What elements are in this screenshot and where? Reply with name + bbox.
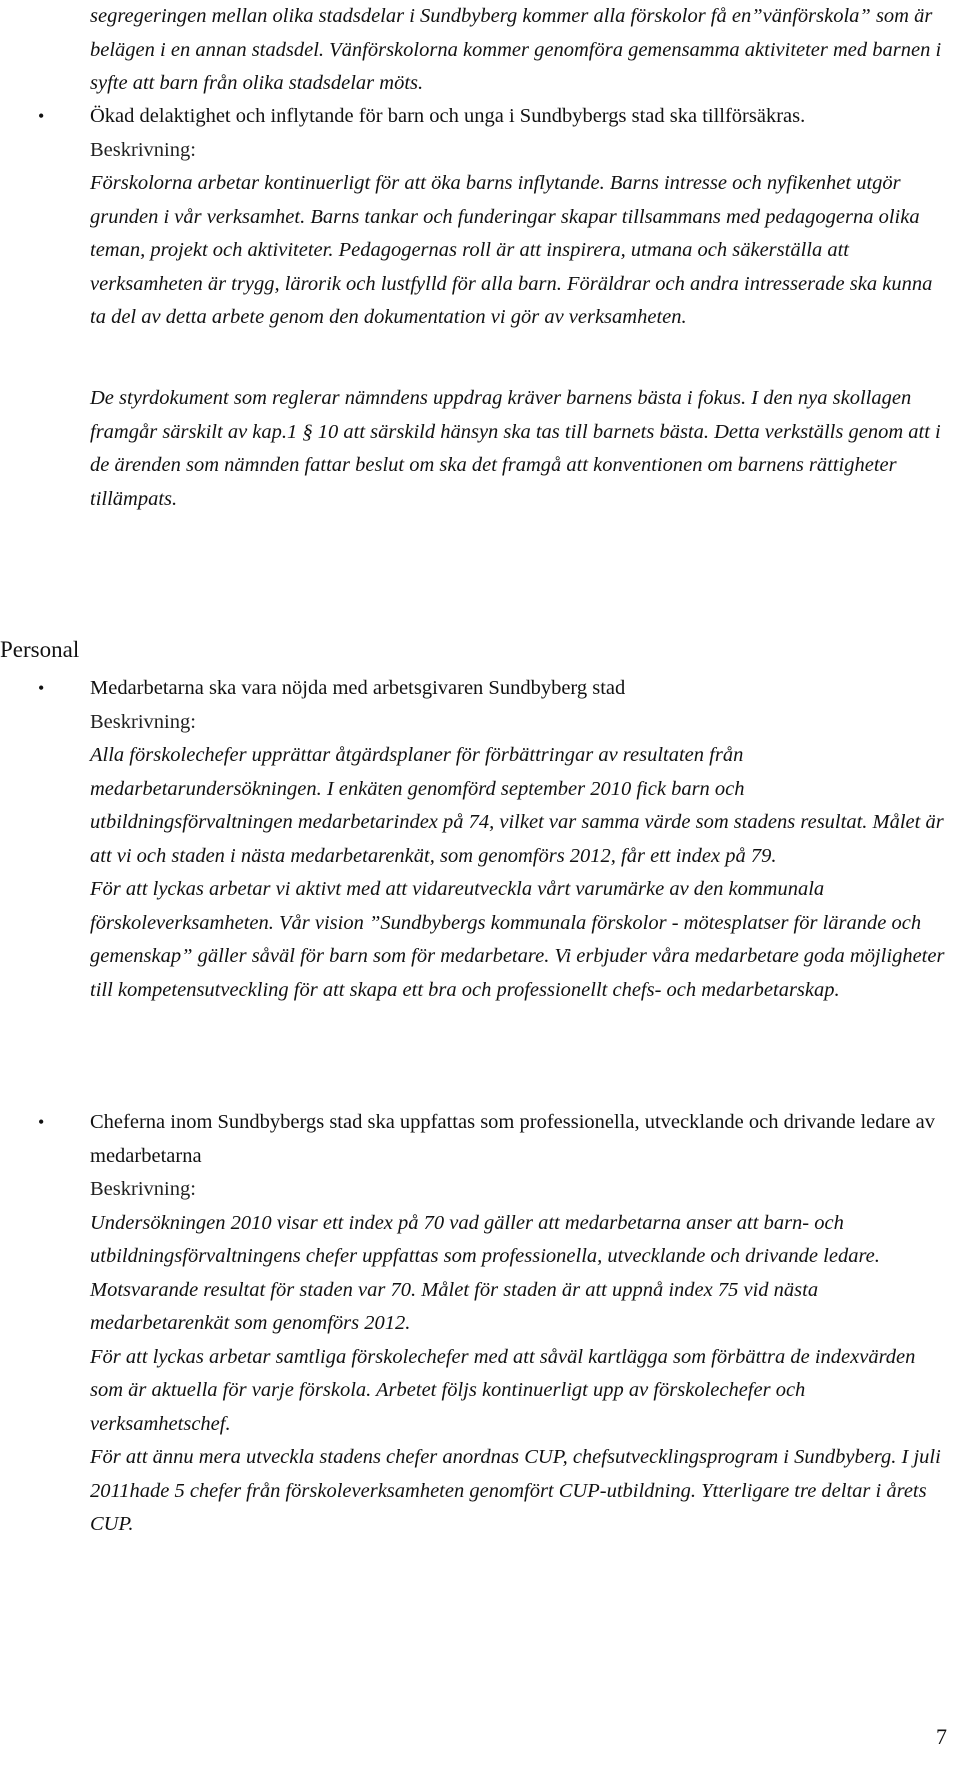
intro-text: segregeringen mellan olika stadsdelar i Sundbyberg kommer alla förskolor få en”vänförskola” som är belägen i en annan stadsdel. Vänförskolorna kommer genomföra gemensamma aktiviteter med barnen i syfte att barn från olika stadsdelar möts. bbox=[90, 5, 942, 94]
goal-description: Alla förskolechefer upprättar åtgärdsplaner för förbättringar av resultaten från medarbetarundersökningen. I enkäten genomförd september 2010 fick barn och utbildningsförvaltningen medarbetarindex på 74, vilket var samma värde som stadens resultat. Målet är att vi och staden i nästa medarbetarenkät, som genomförs 2012, får ett index på 79. bbox=[90, 744, 944, 867]
goal-title: Medarbetarna ska vara nöjda med arbetsgivaren Sundbyberg stad bbox=[90, 677, 626, 699]
goal-managers bbox=[38, 1106, 950, 1542]
bullet-icon: • bbox=[38, 106, 45, 126]
bullet-icon: • bbox=[38, 1112, 45, 1132]
section-heading-personal: Personal bbox=[0, 637, 80, 662]
goal-description: Förskolorna arbetar kontinuerligt för att öka barns inflytande. Barns intresse och nyfikenhet utgör grunden i vår verksamhet. Barns tankar och funderingar skapar tillsammans med pedagogerna olika teman, projekt och aktiviteter. Pedagogernas roll är att inspirera, utmana och säkerställa att verksamheten är trygg, lärorik och lustfylld för alla barn. Föräldrar och andra intresserade ska kunna ta del av detta arbete genom den dokumentation vi gör av verksamheten. bbox=[90, 172, 933, 328]
goal-description-continued: För att lyckas arbetar samtliga förskolechefer med att såväl kartlägga som förbättra de indexvärden som är aktuella för varje förskola. Arbetet följs kontinuerligt upp av förskolechefer och verksamhetschef. bbox=[90, 1345, 916, 1435]
goal-title: Ökad delaktighet och inflytande för barn och unga i Sundbybergs stad ska tillförsäkras. bbox=[90, 105, 806, 127]
description-label: Beskrivning: bbox=[90, 138, 196, 161]
goal-description-cup: För att ännu mera utveckla stadens chefer anordnas CUP, chefsutvecklingsprogram i Sundbyberg. I juli 2011hade 5 chefer från förskoleverksamheten genomfört CUP-utbildning. Ytterligare tre deltar i årets CUP. bbox=[90, 1446, 941, 1535]
intro-paragraph bbox=[90, 0, 950, 101]
goal-employees-satisfied bbox=[38, 672, 950, 1007]
goal-description: Undersökningen 2010 visar ett index på 70 vad gäller att medarbetarna anser att barn- och utbildningsförvaltningens chefer uppfattas som professionella, utvecklande och drivande ledare. Motsvarande resultat för staden var 70. Målet för staden är att uppnå index 75 vid nästa medarbetarenkät som genomförs 2012. bbox=[90, 1211, 880, 1334]
page-number: 7 bbox=[936, 1724, 947, 1749]
description-label: Beskrivning: bbox=[90, 1178, 196, 1200]
goal-title: Cheferna inom Sundbybergs stad ska uppfattas som professionella, utvecklande och drivande ledare av medarbetarna bbox=[90, 1111, 936, 1167]
description-label: Beskrivning: bbox=[90, 710, 196, 733]
styrdokument-paragraph bbox=[90, 382, 950, 516]
styrdokument-text: De styrdokument som reglerar nämndens uppdrag kräver barnens bästa i fokus. I den nya skollagen framgår särskilt av kap.1 § 10 att särskild hänsyn ska tas till barnets bästa. Detta verkställs genom att i de ärenden som nämnden fattar beslut om ska det framgå att konventionen om barnens rättigheter tillämpats. bbox=[90, 387, 941, 510]
bullet-icon: • bbox=[38, 678, 45, 698]
goal-description-continued: För att lyckas arbetar vi aktivt med att vidareutveckla vårt varumärke av den kommunala förskoleverksamheten. Vår vision ”Sundbybergs kommunala förskolor - mötesplatser för lärande och gemenskap” gäller såväl för barn som för medarbetare. Vi erbjuder våra medarbetare goda möjligheter till kompetensutveckling för att skapa ett bra och professionellt chefs- och medarbetarskap. bbox=[90, 878, 945, 1001]
goal-participation bbox=[38, 100, 950, 335]
